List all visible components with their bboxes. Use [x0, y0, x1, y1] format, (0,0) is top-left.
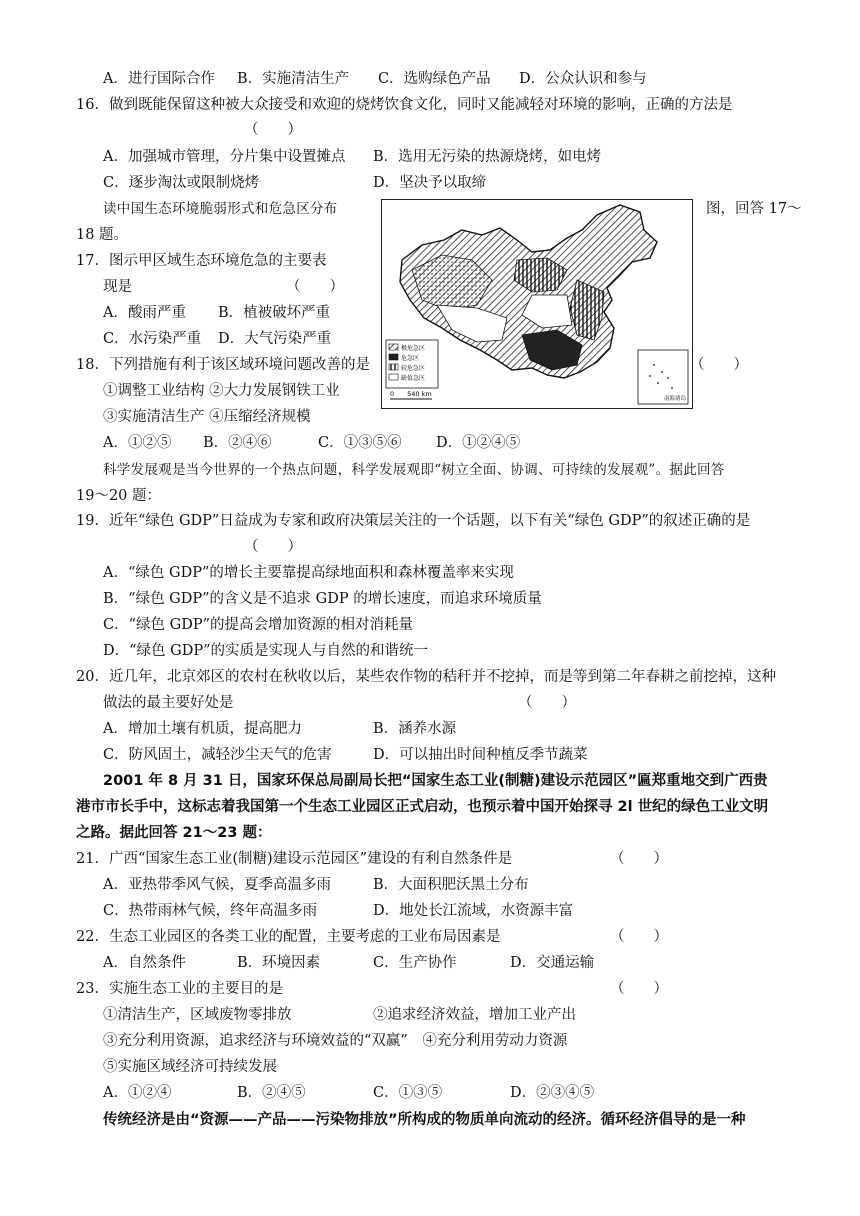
q22-option-b: B．环境因素: [237, 955, 321, 971]
q18-stem: 18．下列措施有利于该区域环境问题改善的是: [76, 357, 370, 373]
q18-answer-paren: （ ）: [690, 357, 748, 373]
q21-option-a: A．亚热带季风气候，夏季高温多雨: [103, 877, 331, 893]
intro17-right: 图，回答 17～: [706, 201, 802, 217]
legend-label-2: 危急区: [401, 355, 420, 362]
q20-answer-paren: （ ）: [518, 695, 576, 711]
q20-option-a: A．增加土壤有机质，提高肥力: [103, 721, 302, 737]
intro17-left: 读中国生态环境脆弱形式和危急区分布: [103, 201, 338, 217]
q22-option-c: C．生产协作: [373, 955, 457, 971]
q19-option-a: A．“绿色 GDP”的增长主要靠提高绿地面积和森林覆盖率来实现: [103, 565, 514, 581]
china-eco-map: [382, 200, 691, 407]
china-eco-map-figure: [381, 199, 693, 409]
q17-option-c: C．水污染严重: [103, 331, 202, 347]
q21-option-c: C．热带雨林气候，终年高温多雨: [103, 903, 318, 919]
q19-stem: 19．近年“绿色 GDP”日益成为专家和政府决策层关注的一个话题，以下有关“绿色 GDP”的叙述正确的是: [76, 513, 751, 529]
q16-option-c: C．逐步淘汰或限制烧烤: [103, 175, 260, 191]
q21-option-b: B．大面积肥沃黑土分布: [373, 877, 529, 893]
q16-stem: 16．做到既能保留这种被大众接受和欢迎的烧烤饮食文化，同时又能减轻对环境的影响，正确的方法是: [76, 97, 733, 113]
map-scale-label: 0 540 km: [390, 390, 432, 398]
q17-stem-line2: 现是: [103, 279, 132, 295]
q23-items-line3: ⑤实施区域经济可持续发展: [103, 1059, 277, 1075]
q15-option-d: D．公众认识和参与: [519, 71, 647, 87]
q21-option-d: D．地处长江流域，水资源丰富: [373, 903, 574, 919]
intro19-line2: 19～20 题：: [76, 488, 162, 504]
intro19-line1: 科学发展观是当今世界的一个热点问题，科学发展观即“树立全面、协调、可持续的发展观”。据此回答: [103, 462, 725, 478]
q18-option-b: B．②④⑥: [203, 435, 272, 451]
q17-stem-line1: 17．图示甲区域生态环境危急的主要表: [76, 253, 327, 269]
q18-option-c: C．①③⑤⑥: [318, 435, 402, 451]
map-legend: [386, 340, 438, 388]
q15-option-c: C．选购绿色产品: [378, 71, 491, 87]
q19-option-b: B．“绿色 GDP”的含义是不追求 GDP 的增长速度，而追求环境质量: [103, 591, 542, 607]
q18-option-a: A．①②⑤: [103, 435, 172, 451]
q16-option-d: D．坚决予以取缔: [373, 175, 487, 191]
q18-option-d: D．①②④⑤: [436, 435, 521, 451]
q23-option-c: C．①③⑤: [373, 1085, 443, 1101]
q16-option-a: A．加强城市管理，分片集中设置摊点: [103, 149, 346, 165]
q17-answer-paren: （ ）: [286, 279, 344, 295]
inset-label: 南海诸岛: [664, 396, 687, 402]
intro21-line1: 2001 年 8 月 31 日，国家环保总局副局长把“国家生态工业(制糖)建设示范园区”匾郑重地交到广西贵: [103, 773, 768, 789]
legend-label-3: 较危急区: [401, 365, 426, 372]
intro17-line2: 18 题。: [76, 227, 129, 243]
q23-stem: 23．实施生态工业的主要目的是: [76, 981, 283, 997]
q23-item-1: ①清洁生产，区域废物零排放: [103, 1007, 292, 1023]
legend-label-1: 极危急区: [401, 345, 426, 352]
map-scale-bar: [390, 390, 432, 399]
q19-option-d: D．“绿色 GDP”的实质是实现人与自然的和谐统一: [103, 643, 429, 659]
q22-option-a: A．自然条件: [103, 955, 186, 971]
q21-stem: 21．广西“国家生态工业(制糖)建设示范园区”建设的有利自然条件是: [76, 851, 513, 867]
q15-option-b: B．实施清洁生产: [237, 71, 350, 87]
q23-option-d: D．②③④⑤: [510, 1085, 595, 1101]
q21-answer-paren: （ ）: [610, 851, 668, 867]
q23-items-line2: ③充分利用资源，追求经济与环境效益的“双赢” ④充分利用劳动力资源: [103, 1033, 568, 1049]
intro21-line3: 之路。据此回答 21～23 题：: [76, 825, 272, 841]
q16-option-b: B．选用无污染的热源烧烤，如电烤: [373, 149, 602, 165]
q22-answer-paren: （ ）: [610, 929, 668, 945]
q20-option-b: B．涵养水源: [373, 721, 457, 737]
q16-answer-paren: （ ）: [244, 122, 302, 138]
q17-option-d: D．大气污染严重: [218, 331, 332, 347]
south-china-sea-inset: [638, 350, 688, 404]
q20-option-c: C．防风固土，减轻沙尘天气的危害: [103, 747, 332, 763]
legend-label-4: 缺值急区: [401, 375, 426, 382]
q22-option-d: D．交通运输: [510, 955, 595, 971]
q17-option-a: A．酸雨严重: [103, 305, 186, 321]
q23-option-a: A．①②④: [103, 1085, 172, 1101]
q17-option-b: B．植被破坏严重: [218, 305, 331, 321]
q23-option-b: B．②④⑤: [237, 1085, 306, 1101]
closing-line1: 传统经济是由“资源——产品——污染物排放”所构成的物质单向流动的经济。循环经济倡导的是一种: [103, 1112, 746, 1128]
q19-option-c: C．“绿色 GDP”的提高会增加资源的相对消耗量: [103, 617, 413, 633]
q18-items-line2: ③实施清洁生产 ④压缩经济规模: [103, 409, 311, 425]
q18-items-line1: ①调整工业结构 ②大力发展钢铁工业: [103, 383, 340, 399]
q20-stem-line2: 做法的最主要好处是: [103, 695, 234, 711]
q15-option-a: A．进行国际合作: [103, 71, 215, 87]
q22-stem: 22．生态工业园区的各类工业的配置，主要考虑的工业布局因素是: [76, 929, 501, 945]
q23-answer-paren: （ ）: [610, 981, 668, 997]
intro21-line2: 港市市长手中，这标志着我国第一个生态工业园区正式启动，也预示着中国开始探寻 2l 世纪的绿色工业文明: [76, 799, 769, 815]
q20-stem-line1: 20．近几年，北京郊区的农村在秋收以后，某些农作物的秸秆并不挖掉，而是等到第二年春耕之前挖掉，这种: [76, 669, 776, 685]
q23-item-2: ②追求经济效益，增加工业产出: [373, 1007, 576, 1023]
q19-answer-paren: （ ）: [244, 539, 302, 555]
q20-option-d: D．可以抽出时间种植反季节蔬菜: [373, 747, 588, 763]
